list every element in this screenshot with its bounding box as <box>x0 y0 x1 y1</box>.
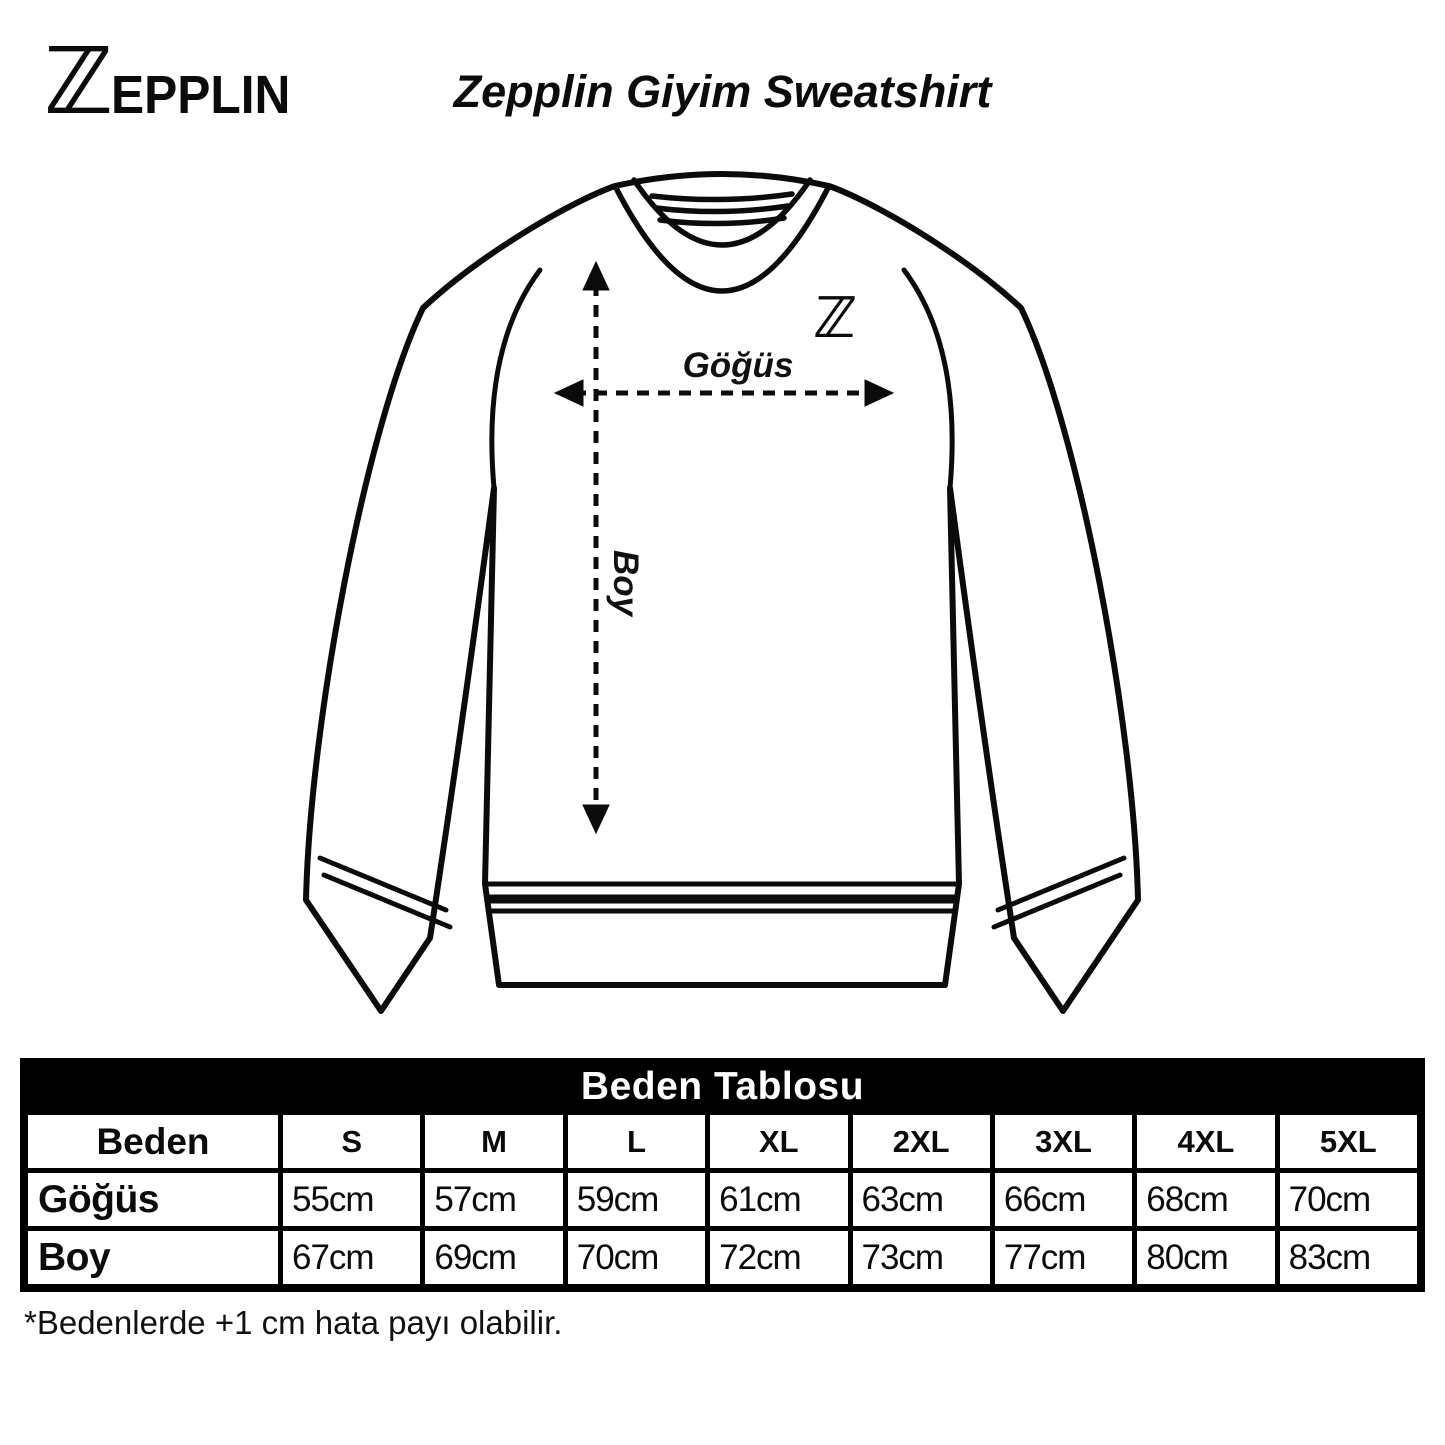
col-header-2xl: 2XL <box>853 1115 990 1168</box>
page-title-bold: Sweatshirt <box>763 66 992 117</box>
col-header-beden: Beden <box>28 1115 278 1168</box>
boy-5xl: 83cm <box>1280 1231 1417 1284</box>
gogus-5xl: 70cm <box>1280 1173 1417 1226</box>
col-header-4xl: 4XL <box>1137 1115 1274 1168</box>
chest-dimension-label: Göğüs <box>682 346 794 385</box>
page-title-regular: Zepplin Giyim <box>453 66 752 117</box>
size-table <box>20 1058 1425 1292</box>
sweatshirt-drawing <box>278 158 1168 1038</box>
gogus-3xl: 66cm <box>995 1173 1132 1226</box>
gogus-m: 57cm <box>425 1173 562 1226</box>
gogus-2xl: 63cm <box>853 1173 990 1226</box>
boy-3xl: 77cm <box>995 1231 1132 1284</box>
boy-s: 67cm <box>283 1231 420 1284</box>
brand-z-icon: ℤ <box>44 28 110 135</box>
gogus-s: 55cm <box>283 1173 420 1226</box>
size-table-title: Beden Tablosu <box>580 1065 865 1108</box>
brand-wordmark: EPPLIN <box>111 65 291 125</box>
size-tolerance-footnote: *Bedenlerde +1 cm hata payı olabilir. <box>24 1304 563 1341</box>
boy-l: 70cm <box>568 1231 705 1284</box>
gogus-xl: 61cm <box>710 1173 847 1226</box>
length-dimension-label: Boy <box>606 549 645 617</box>
col-header-5xl: 5XL <box>1280 1115 1417 1168</box>
col-header-s: S <box>283 1115 420 1168</box>
col-header-m: M <box>425 1115 562 1168</box>
row-label-gogus: Göğüs <box>28 1173 278 1226</box>
gogus-4xl: 68cm <box>1137 1173 1274 1226</box>
col-header-xl: XL <box>710 1115 847 1168</box>
col-header-l: L <box>568 1115 705 1168</box>
chest-z-logo-icon: ℤ <box>811 286 859 351</box>
boy-2xl: 73cm <box>853 1231 990 1284</box>
gogus-l: 59cm <box>568 1173 705 1226</box>
row-label-boy: Boy <box>28 1231 278 1284</box>
col-header-3xl: 3XL <box>995 1115 1132 1168</box>
boy-m: 69cm <box>425 1231 562 1284</box>
page-title <box>0 66 1445 118</box>
boy-4xl: 80cm <box>1137 1231 1274 1284</box>
size-table-grid <box>28 1115 1417 1284</box>
boy-xl: 72cm <box>710 1231 847 1284</box>
sweatshirt-diagram <box>278 158 1168 1038</box>
